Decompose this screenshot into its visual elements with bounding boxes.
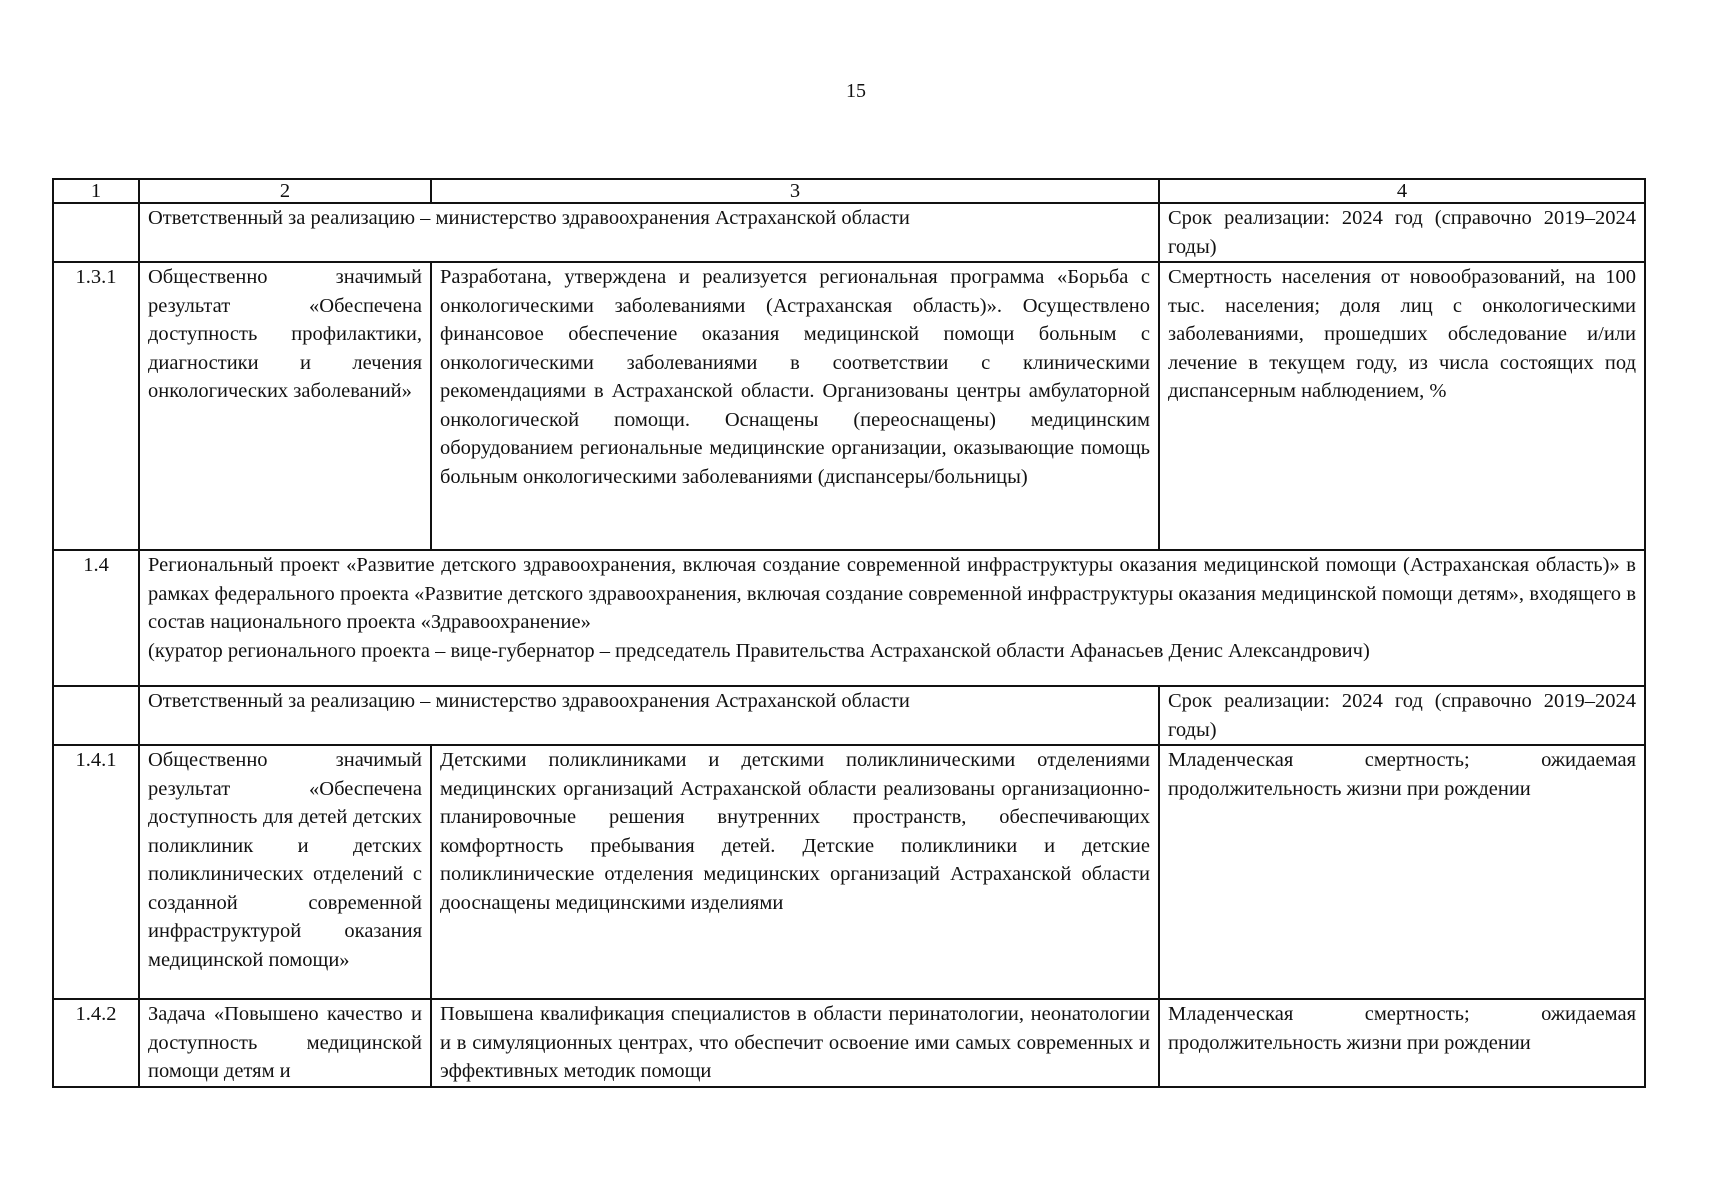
empty-cell xyxy=(53,203,139,262)
regional-project-title: Региональный проект «Развитие детского здравоохранения, включая создание современной инфраструктуры оказания медицинской помощи (Астраханская область)» в рамках федерального проекта «Развитие детского здравоохранения, включая создание современной инфраструктуры оказания медицинской помощи детям», входящего в состав национального проекта «Здравоохранение» xyxy=(148,554,1636,633)
result-name: Общественно значимый результат «Обеспечена доступность для детей детских поликлиник и детских поликлинических отделений с созданной современной инфраструктурой оказания медицинской помощи» xyxy=(148,749,422,971)
page-number: 15 xyxy=(846,80,866,102)
row-number: 1.4.1 xyxy=(53,745,139,999)
result-description: Детскими поликлиниками и детскими поликлиническими отделениями медицинских организаций Астраханской области реализованы организационно-планировочные решения внутренних пространств, обеспечивающих комфортность пребывания детей. Детские поликлиники и детские поликлинические отделения медицинских организаций Астраханской области дооснащены медицинскими изделиями xyxy=(440,749,1150,914)
row-number: 1.4.2 xyxy=(53,999,139,1087)
row-number: 1.3.1 xyxy=(53,262,139,550)
indicators-cell xyxy=(1159,745,1645,999)
indicators: Младенческая смертность; ожидаемая продолжительность жизни при рождении xyxy=(1168,1003,1636,1054)
implementation-term xyxy=(1159,686,1645,745)
result-name-cell xyxy=(139,745,431,999)
empty-cell xyxy=(53,686,139,745)
column-header-1: 1 xyxy=(53,179,139,203)
term-text: Срок реализации: 2024 год (справочно 2019–2024 годы) xyxy=(1168,207,1636,258)
responsible-text: Ответственный за реализацию – министерство здравоохранения Астраханской области xyxy=(139,686,1159,745)
regional-project-cell xyxy=(139,550,1645,686)
column-header-3: 3 xyxy=(431,179,1159,203)
task-description: Повышена квалификация специалистов в области перинатологии, неонатологии и в симуляционных центрах, что обеспечит освоение ими самых современных и эффективных методик помощи xyxy=(440,1003,1150,1082)
responsible-row xyxy=(53,686,1645,745)
regional-project-row xyxy=(53,550,1645,686)
column-header-4: 4 xyxy=(1159,179,1645,203)
result-description: Разработана, утверждена и реализуется региональная программа «Борьба с онкологическими заболеваниями (Астраханская область)». Осуществлено финансовое обеспечение оказания медицинской помощи больным с онкологическими заболеваниями в соответствии с клиническими рекомендациями в Астраханской области. Организованы центры амбулаторной онкологической помощи. Оснащены (переоснащены) медицинским оборудованием региональные медицинские организации, оказывающие помощь больным онкологическими заболеваниями (диспансеры/больницы) xyxy=(440,266,1150,488)
table-row xyxy=(53,745,1645,999)
indicators-cell xyxy=(1159,999,1645,1087)
result-description-cell xyxy=(431,262,1159,550)
column-header-2: 2 xyxy=(139,179,431,203)
result-name-cell xyxy=(139,262,431,550)
table-row xyxy=(53,999,1645,1087)
column-number-row xyxy=(53,179,1645,203)
indicators-cell xyxy=(1159,262,1645,550)
responsible-row xyxy=(53,203,1645,262)
implementation-term xyxy=(1159,203,1645,262)
result-name: Общественно значимый результат «Обеспечена доступность профилактики, диагностики и лечения онкологических заболеваний» xyxy=(148,266,422,402)
table-row xyxy=(53,262,1645,550)
row-number: 1.4 xyxy=(53,550,139,686)
task-name: Задача «Повышено качество и доступность медицинской помощи детям и xyxy=(148,1003,422,1082)
result-description-cell xyxy=(431,745,1159,999)
measures-table xyxy=(52,178,1646,1088)
task-name-cell xyxy=(139,999,431,1087)
indicators: Младенческая смертность; ожидаемая продолжительность жизни при рождении xyxy=(1168,749,1636,800)
indicators: Смертность населения от новообразований, на 100 тыс. населения; доля лиц с онкологическими заболеваниями, прошедших обследование и/или лечение в текущем году, из числа состоящих под диспансерным наблюдением, % xyxy=(1168,266,1636,402)
task-description-cell xyxy=(431,999,1159,1087)
responsible-text: Ответственный за реализацию – министерство здравоохранения Астраханской области xyxy=(139,203,1159,262)
term-text: Срок реализации: 2024 год (справочно 2019–2024 годы) xyxy=(1168,690,1636,741)
project-curator: (куратор регионального проекта – вице-губернатор – председатель Правительства Астраханской области Афанасьев Денис Александрович) xyxy=(148,639,1370,662)
